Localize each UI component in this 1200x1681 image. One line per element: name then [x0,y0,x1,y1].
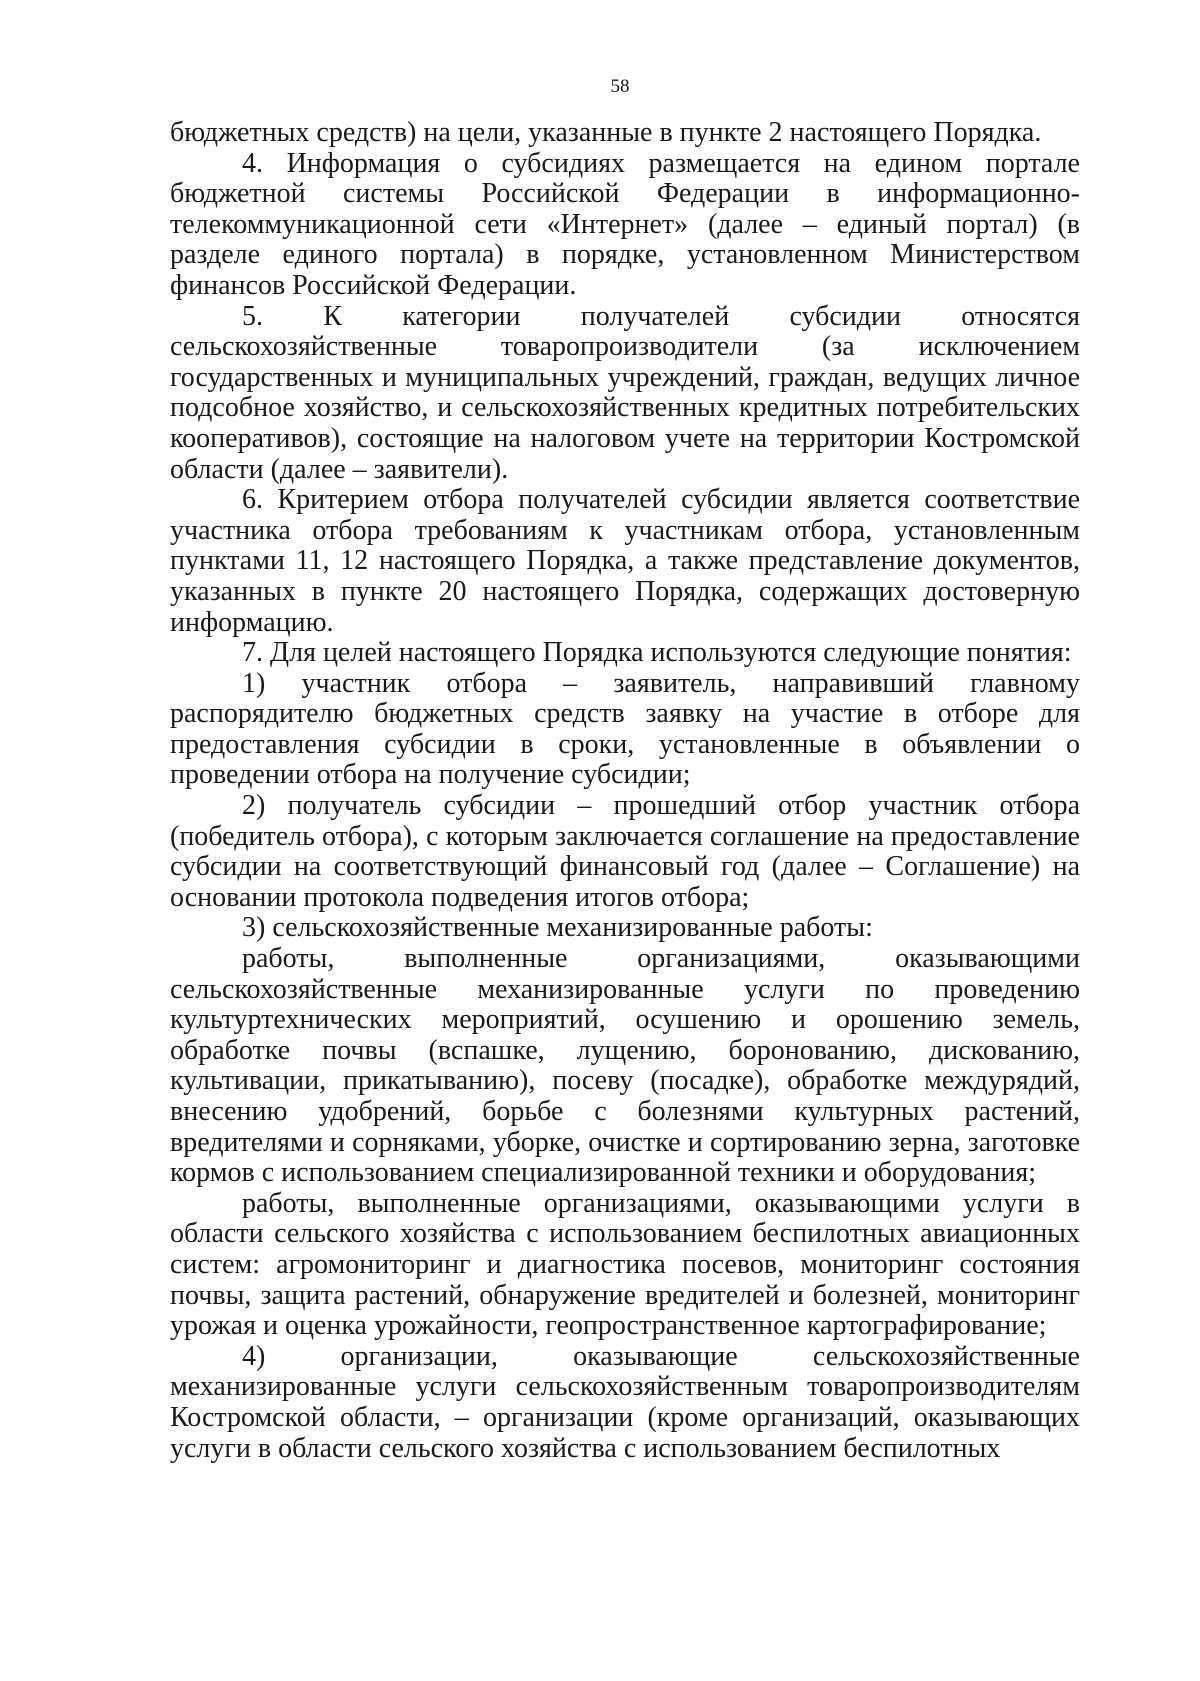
paragraph-item-4: 4. Информация о субсидиях размещается на едином портале бюджетной системы Российской Федерации в информационно-телекоммуникационной сети «Интернет» (далее – единый портал) (в разделе единого портала) в порядке, установленном Министерством финансов Российской Федерации. [170,147,1080,301]
paragraph-works-mechanized: работы, выполненные организациями, оказывающими сельскохозяйственные механизированные услуги по проведению культуртехнических мероприятий, осушению и орошению земель, обработке почвы (вспашке, лущению, боронованию, дискованию, культивации, прикатыванию), посеву (посадке), обработке междурядий, внесению удобрений, борьбе с болезнями культурных растений, вредителями и сорняками, уборке, очистке и сортированию зерна, заготовке кормов с использованием специализированной техники и оборудования; [170,943,1080,1189]
paragraph-subitem-4: 4) организации, оказывающие сельскохозяйственные механизированные услуги сельскохозяйственным товаропроизводителям Костромской области, – организации (кроме организаций, оказывающих услуги в области сельского хозяйства с использованием беспилотных [170,1340,1080,1464]
paragraph-item-6: 6. Критерием отбора получателей субсидии является соответствие участника отбора требованиям к участникам отбора, установленным пунктами 11, 12 настоящего Порядка, а также представление документов, указанных в пункте 20 настоящего Порядка, содержащих достоверную информацию. [170,484,1080,638]
document-body [170,118,1080,1464]
paragraph-subitem-2: 2) получатель субсидии – прошедший отбор участник отбора (победитель отбора), с которым заключается соглашение на предоставление субсидии на соответствующий финансовый год (далее – Соглашение) на основании протокола подведения итогов отбора; [170,790,1080,913]
paragraph-subitem-3: 3) сельскохозяйственные механизированные работы: [242,912,873,944]
paragraph-works-drones: работы, выполненные организациями, оказывающими услуги в области сельского хозяйства с использованием беспилотных авиационных систем: агромониторинг и диагностика посевов, мониторинг состояния почвы, защита растений, обнаружение вредителей и болезней, мониторинг урожая и оценка урожайности, геопространственное картографирование; [170,1187,1080,1342]
paragraph-subitem-1: 1) участник отбора – заявитель, направивший главному распорядителю бюджетных средств заявку на участие в отборе для предоставления субсидии в сроки, установленные в объявлении о проведении отбора на получение субсидии; [170,667,1080,791]
paragraph-item-7: 7. Для целей настоящего Порядка используются следующие понятия: [242,637,1072,669]
page-number: 58 [610,76,630,97]
paragraph-item-5: 5. К категории получателей субсидии относятся сельскохозяйственные товаропроизводители (за исключением государственных и муниципальных учреждений, граждан, ведущих личное подсобное хозяйство, и сельскохозяйственных кредитных потребительских кооперативов), состоящие на налоговом учете на территории Костромской области (далее – заявители). [170,300,1080,485]
paragraph-continuation: бюджетных средств) на цели, указанные в пункте 2 настоящего Порядка. [170,117,1042,148]
